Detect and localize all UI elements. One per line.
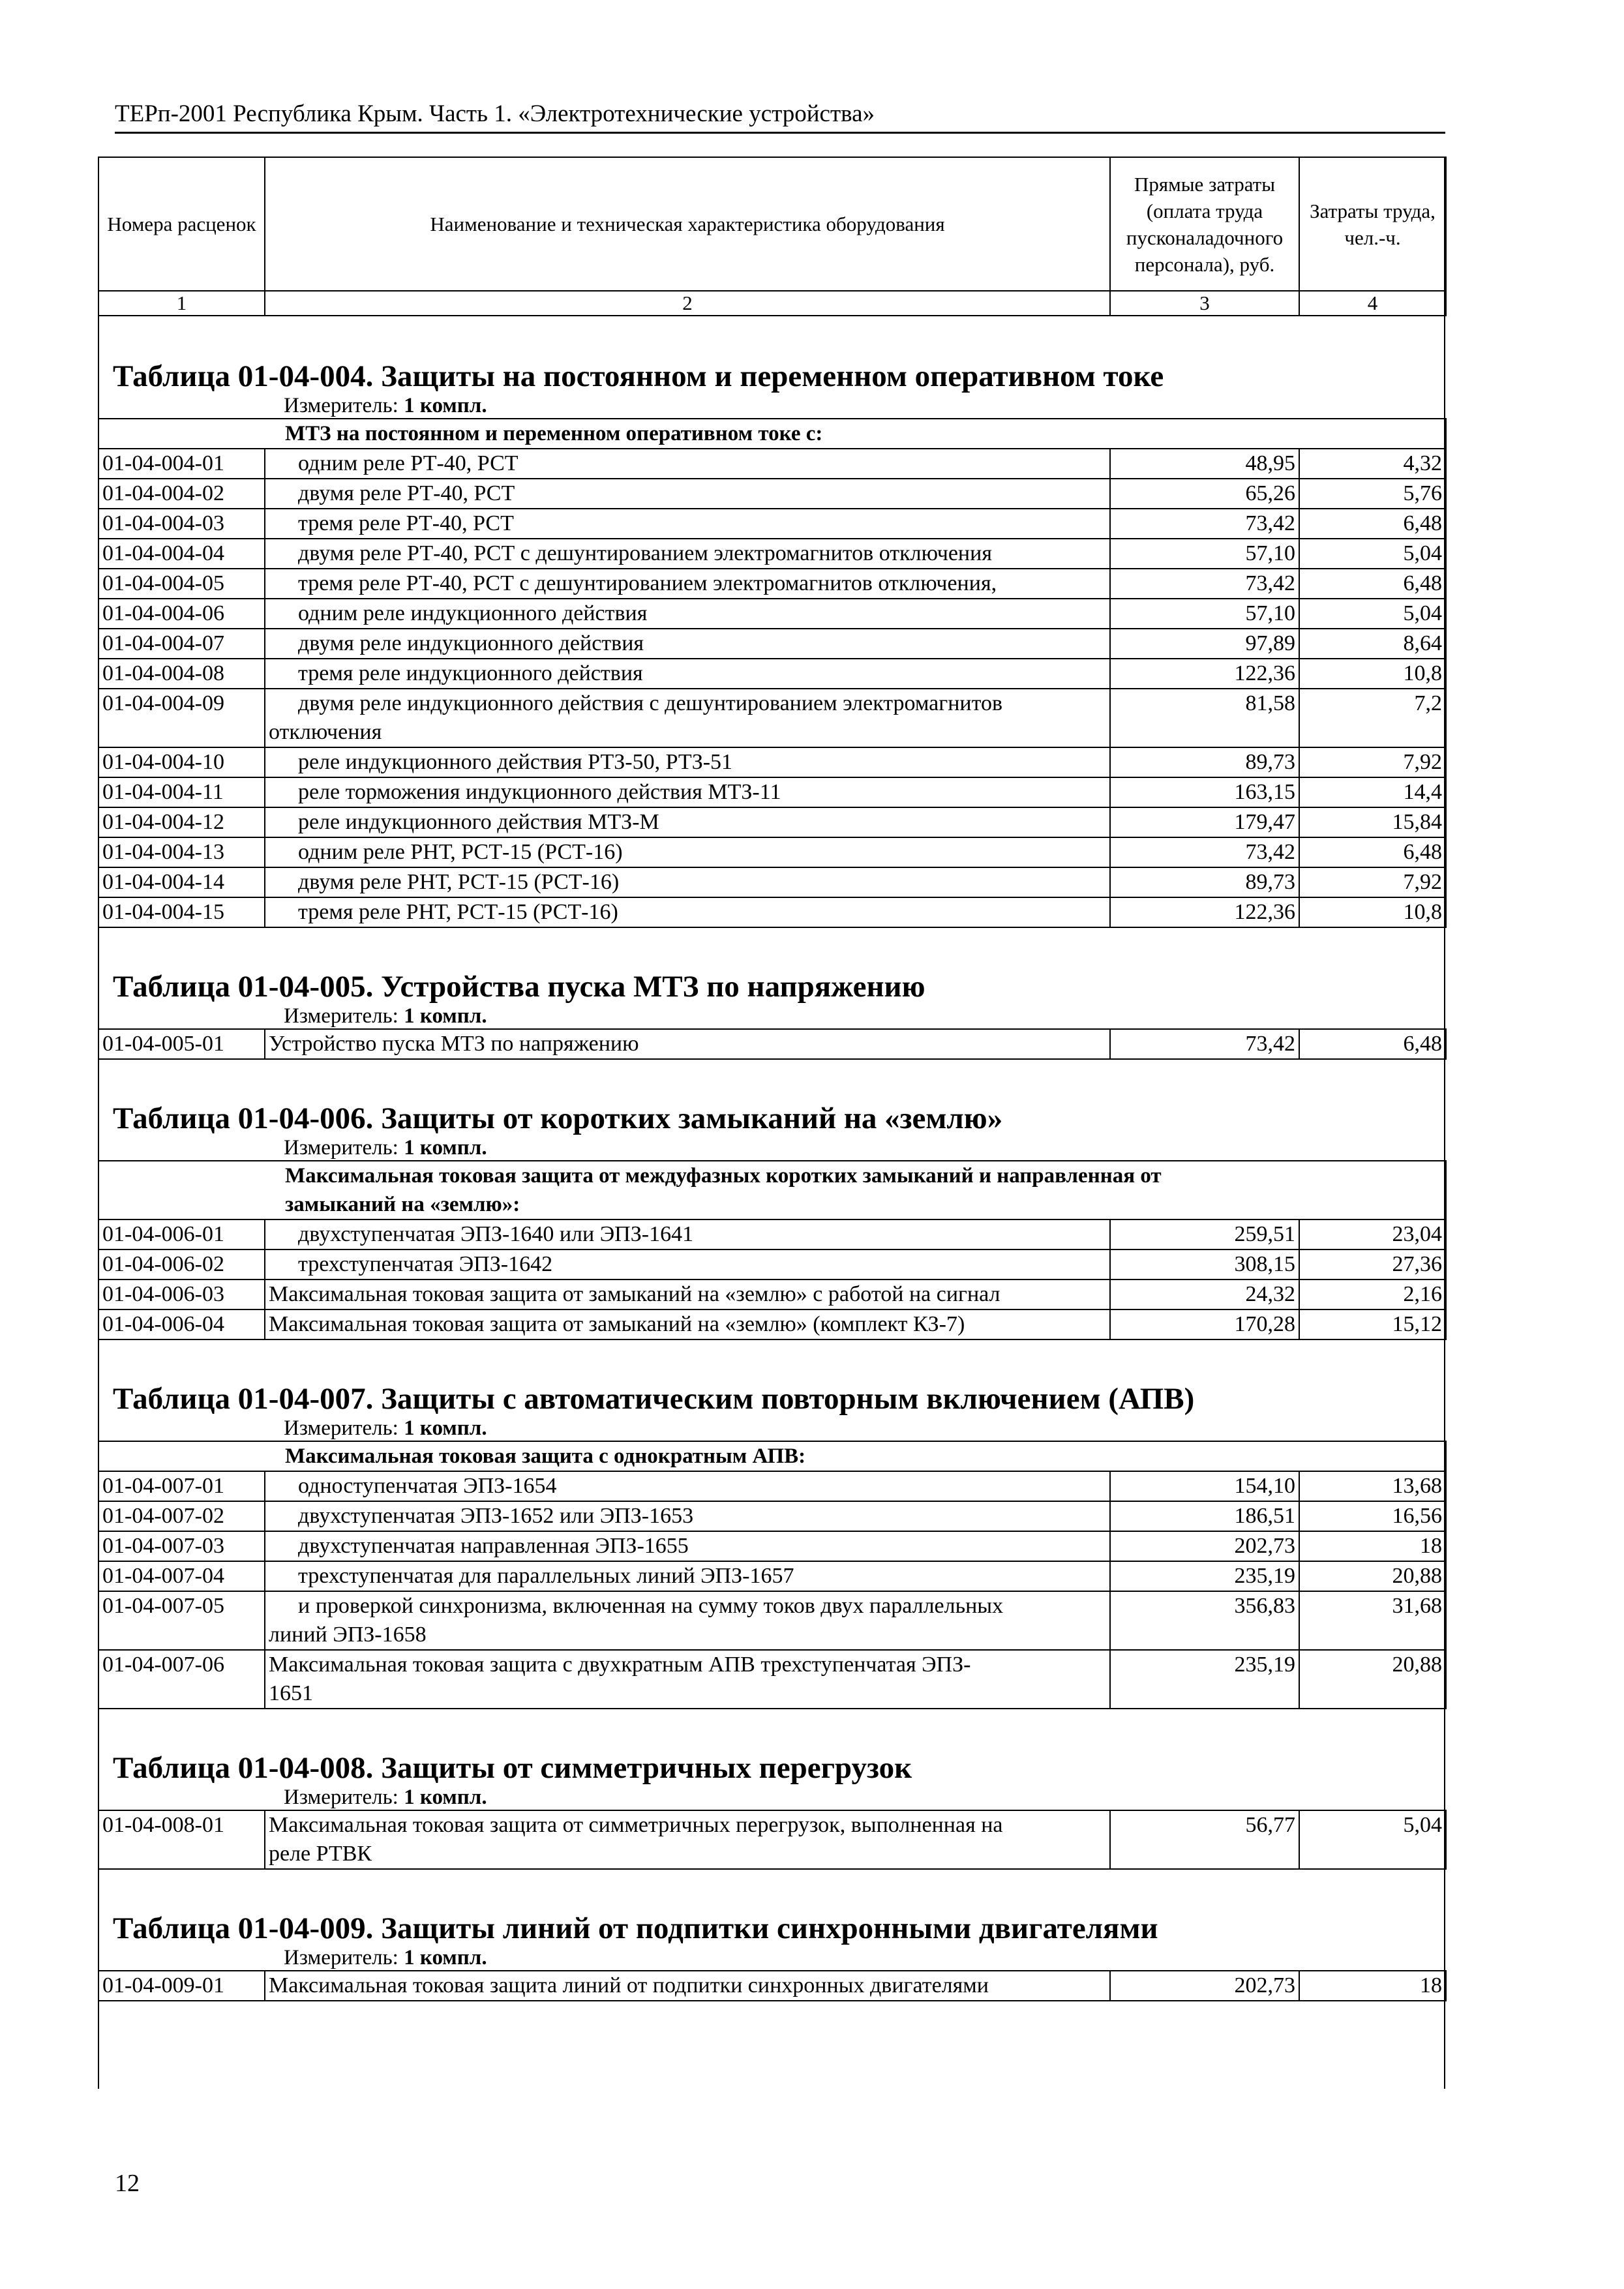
table-row — [98, 1591, 1446, 1650]
table-row — [98, 1501, 1446, 1531]
rate-code: 01-04-004-06 — [98, 599, 265, 629]
table-row — [98, 479, 1446, 509]
group-heading-text: МТЗ на постоянном и переменном оперативном токе с: — [285, 422, 823, 445]
table-row — [98, 1650, 1446, 1709]
unit-line — [98, 1944, 1445, 1970]
rate-description-text: Максимальная токовая защита от замыканий на «землю» (комплект КЗ-7) — [269, 1312, 965, 1336]
table-row — [98, 1471, 1446, 1501]
rate-code: 01-04-004-11 — [98, 777, 265, 807]
rate-table — [98, 1028, 1447, 1060]
rate-code: 01-04-004-03 — [98, 509, 265, 539]
direct-cost: 202,73 — [1110, 1971, 1299, 2001]
rate-description — [265, 1309, 1110, 1339]
labor-cost: 23,04 — [1299, 1219, 1446, 1249]
rate-code: 01-04-004-13 — [98, 837, 265, 867]
col-header-codes: Номера расценок — [98, 157, 265, 291]
unit-value: 1 компл. — [404, 394, 487, 417]
rate-description-text: двумя реле РТ-40, РСТ — [298, 481, 515, 505]
labor-cost: 5,04 — [1299, 1810, 1446, 1869]
rate-description-text: Максимальная токовая защита линий от подпитки синхронных двигателями — [269, 1973, 989, 1997]
rate-description-text: реле индукционного действия МТЗ-М — [298, 810, 659, 834]
table-row — [98, 1219, 1446, 1249]
group-heading-text: Максимальная токовая защита с однократным АПВ: — [285, 1444, 806, 1468]
rate-code: 01-04-007-06 — [98, 1650, 265, 1709]
direct-cost: 73,42 — [1110, 569, 1299, 599]
table-row — [98, 1810, 1446, 1869]
rate-code: 01-04-004-14 — [98, 867, 265, 897]
page-header: ТЕРп-2001 Республика Крым. Часть 1. «Электротехнические устройства» — [115, 98, 1445, 134]
unit-value: 1 компл. — [404, 1004, 487, 1028]
rate-description-text: реле торможения индукционного действия МТЗ-11 — [298, 780, 781, 804]
labor-cost: 4,32 — [1299, 449, 1446, 479]
column-header — [98, 157, 1447, 316]
direct-cost: 235,19 — [1110, 1561, 1299, 1591]
table-row — [98, 1531, 1446, 1561]
rate-description-text: Максимальная токовая защита от замыканий на «землю» с работой на сигнал — [269, 1282, 1000, 1306]
labor-cost: 13,68 — [1299, 1471, 1446, 1501]
rate-table — [98, 418, 1447, 928]
labor-cost: 5,04 — [1299, 539, 1446, 569]
labor-cost: 10,8 — [1299, 659, 1446, 689]
direct-cost: 259,51 — [1110, 1219, 1299, 1249]
labor-cost: 20,88 — [1299, 1650, 1446, 1709]
rate-code: 01-04-007-03 — [98, 1531, 265, 1561]
table-row — [98, 1279, 1446, 1309]
rate-description-text: тремя реле РНТ, РСТ-15 (РСТ-16) — [298, 900, 618, 924]
labor-cost: 10,8 — [1299, 897, 1446, 927]
rate-description — [265, 837, 1110, 867]
rate-code: 01-04-006-03 — [98, 1279, 265, 1309]
table-row — [98, 539, 1446, 569]
group-heading — [98, 1161, 1446, 1219]
direct-cost: 24,32 — [1110, 1279, 1299, 1309]
rate-description-text: одним реле РНТ, РСТ-15 (РСТ-16) — [298, 840, 623, 864]
section-title: Таблица 01-04-009. Защиты линий от подпитки синхронными двигателями — [113, 1911, 1158, 1945]
table-row — [98, 837, 1446, 867]
labor-cost: 18 — [1299, 1531, 1446, 1561]
direct-cost: 122,36 — [1110, 897, 1299, 927]
rate-description — [265, 777, 1110, 807]
table-row — [98, 599, 1446, 629]
direct-cost: 81,58 — [1110, 689, 1299, 747]
rate-code: 01-04-008-01 — [98, 1810, 265, 1869]
direct-cost: 122,36 — [1110, 659, 1299, 689]
table-row — [98, 1309, 1446, 1339]
labor-cost: 6,48 — [1299, 837, 1446, 867]
labor-cost: 6,48 — [1299, 509, 1446, 539]
rate-table — [98, 1441, 1447, 1709]
direct-cost: 179,47 — [1110, 807, 1299, 837]
labor-cost: 7,2 — [1299, 689, 1446, 747]
rate-description — [265, 479, 1110, 509]
labor-cost: 2,16 — [1299, 1279, 1446, 1309]
rate-description — [265, 599, 1110, 629]
rate-description — [265, 1219, 1110, 1249]
unit-value: 1 компл. — [404, 1786, 487, 1809]
direct-cost: 73,42 — [1110, 509, 1299, 539]
rate-code: 01-04-007-01 — [98, 1471, 265, 1501]
labor-cost: 20,88 — [1299, 1561, 1446, 1591]
direct-cost: 89,73 — [1110, 747, 1299, 777]
rate-description-text: двухступенчатая ЭПЗ-1640 или ЭПЗ-1641 — [298, 1222, 694, 1246]
direct-cost: 163,15 — [1110, 777, 1299, 807]
rate-code: 01-04-009-01 — [98, 1971, 265, 2001]
direct-cost: 89,73 — [1110, 867, 1299, 897]
col-number-2: 2 — [265, 291, 1110, 316]
table-row — [98, 1561, 1446, 1591]
rate-description-text: двумя реле РНТ, РСТ-15 (РСТ-16) — [298, 870, 620, 894]
rate-code: 01-04-004-15 — [98, 897, 265, 927]
direct-cost: 308,15 — [1110, 1249, 1299, 1279]
rate-description-text: двумя реле РТ-40, РСТ с дешунтированием электромагнитов отключения — [298, 541, 992, 565]
unit-line — [98, 392, 1445, 418]
rate-code: 01-04-004-04 — [98, 539, 265, 569]
rate-code: 01-04-007-04 — [98, 1561, 265, 1591]
rate-description-text: Устройство пуска МТЗ по напряжению — [269, 1032, 639, 1056]
unit-label: Измеритель: — [284, 394, 398, 417]
rate-code: 01-04-004-07 — [98, 629, 265, 659]
rate-description-text: Максимальная токовая защита от симметричных перегрузок, выполненная на — [269, 1813, 1003, 1837]
col-header-labor: Затраты труда, чел.-ч. — [1299, 157, 1446, 291]
direct-cost: 170,28 — [1110, 1309, 1299, 1339]
rate-table — [98, 1970, 1447, 2001]
unit-line — [98, 1134, 1445, 1160]
labor-cost: 14,4 — [1299, 777, 1446, 807]
unit-line — [98, 1002, 1445, 1028]
table-row — [98, 1029, 1446, 1059]
rate-code: 01-04-006-04 — [98, 1309, 265, 1339]
table-row — [98, 777, 1446, 807]
rate-description-text: тремя реле РТ-40, РСТ — [298, 511, 514, 535]
table-row — [98, 867, 1446, 897]
labor-cost: 6,48 — [1299, 569, 1446, 599]
rate-description-text: двумя реле индукционного действия — [298, 631, 644, 655]
labor-cost: 5,04 — [1299, 599, 1446, 629]
group-heading — [98, 419, 1446, 449]
rate-description-text: и проверкой синхронизма, включенная на сумму токов двух параллельных — [298, 1594, 1004, 1618]
section-title: Таблица 01-04-007. Защиты с автоматическим повторным включением (АПВ) — [113, 1382, 1195, 1416]
rate-description — [265, 1971, 1110, 2001]
group-heading-text: замыканий на «землю»: — [285, 1193, 520, 1216]
rate-description-text: 1651 — [269, 1681, 313, 1705]
section-title: Таблица 01-04-006. Защиты от коротких замыканий на «землю» — [113, 1101, 1003, 1135]
group-heading-text: Максимальная токовая защита от междуфазных коротких замыканий и направленная от — [285, 1164, 1162, 1188]
rate-description-text: одним реле индукционного действия — [298, 601, 648, 625]
direct-cost: 48,95 — [1110, 449, 1299, 479]
rate-description — [265, 1810, 1110, 1869]
table-row — [98, 449, 1446, 479]
rate-description — [265, 1591, 1110, 1650]
table-row — [98, 509, 1446, 539]
unit-label: Измеритель: — [284, 1136, 398, 1159]
rate-description-text: тремя реле РТ-40, РСТ с дешунтированием электромагнитов отключения, — [298, 571, 997, 595]
rate-description-text: реле индукционного действия РТЗ-50, РТЗ-51 — [298, 750, 733, 774]
direct-cost: 73,42 — [1110, 1029, 1299, 1059]
direct-cost: 57,10 — [1110, 539, 1299, 569]
rate-description-text: трехступенчатая для параллельных линий ЭПЗ-1657 — [298, 1564, 794, 1588]
table-row — [98, 569, 1446, 599]
unit-label: Измеритель: — [284, 1416, 398, 1440]
direct-cost: 97,89 — [1110, 629, 1299, 659]
rate-description-text: тремя реле индукционного действия — [298, 661, 643, 685]
labor-cost: 16,56 — [1299, 1501, 1446, 1531]
labor-cost: 7,92 — [1299, 867, 1446, 897]
col-number-4: 4 — [1299, 291, 1446, 316]
col-header-name: Наименование и техническая характеристика оборудования — [265, 157, 1110, 291]
direct-cost: 235,19 — [1110, 1650, 1299, 1709]
rate-description — [265, 659, 1110, 689]
table-row — [98, 629, 1446, 659]
table-row — [98, 807, 1446, 837]
section-title: Таблица 01-04-005. Устройства пуска МТЗ по напряжению — [113, 970, 925, 1004]
table-row — [98, 689, 1446, 747]
rate-code: 01-04-004-02 — [98, 479, 265, 509]
rate-code: 01-04-007-05 — [98, 1591, 265, 1650]
direct-cost: 65,26 — [1110, 479, 1299, 509]
unit-label: Измеритель: — [284, 1786, 398, 1809]
rate-description-text: линий ЭПЗ-1658 — [269, 1623, 427, 1647]
table-row — [98, 1971, 1446, 2001]
rate-description — [265, 1471, 1110, 1501]
rate-code: 01-04-004-09 — [98, 689, 265, 747]
rate-description — [265, 689, 1110, 747]
col-header-direct-cost: Прямые затраты (оплата труда пусконаладочного персонала), руб. — [1110, 157, 1299, 291]
labor-cost: 18 — [1299, 1971, 1446, 2001]
unit-value: 1 компл. — [404, 1136, 487, 1159]
rate-description-text: отключения — [269, 720, 382, 744]
page-number: 12 — [115, 2170, 140, 2197]
group-heading — [98, 1441, 1446, 1471]
group-row — [98, 1441, 1446, 1471]
rate-description-text: трехступенчатая ЭПЗ-1642 — [298, 1252, 553, 1276]
unit-label: Измеритель: — [284, 1004, 398, 1028]
labor-cost: 6,48 — [1299, 1029, 1446, 1059]
rate-code: 01-04-006-01 — [98, 1219, 265, 1249]
rate-description-text: двухступенчатая направленная ЭПЗ-1655 — [298, 1534, 689, 1558]
rate-description — [265, 1029, 1110, 1059]
table-row — [98, 1249, 1446, 1279]
direct-cost: 56,77 — [1110, 1810, 1299, 1869]
unit-value: 1 компл. — [404, 1946, 487, 1969]
direct-cost: 186,51 — [1110, 1501, 1299, 1531]
rate-code: 01-04-004-08 — [98, 659, 265, 689]
group-row — [98, 419, 1446, 449]
direct-cost: 73,42 — [1110, 837, 1299, 867]
rate-code: 01-04-007-02 — [98, 1501, 265, 1531]
rate-table — [98, 1810, 1447, 1870]
rate-code: 01-04-004-05 — [98, 569, 265, 599]
rate-description-text: одним реле РТ-40, РСТ — [298, 451, 519, 475]
rate-description — [265, 1249, 1110, 1279]
rate-description-text: двухступенчатая ЭПЗ-1652 или ЭПЗ-1653 — [298, 1504, 694, 1528]
rate-code: 01-04-004-12 — [98, 807, 265, 837]
labor-cost: 15,84 — [1299, 807, 1446, 837]
unit-line — [98, 1784, 1445, 1810]
rate-description — [265, 509, 1110, 539]
unit-line — [98, 1414, 1445, 1441]
rate-description — [265, 539, 1110, 569]
section-title: Таблица 01-04-008. Защиты от симметричных перегрузок — [113, 1751, 912, 1785]
rate-description — [265, 747, 1110, 777]
col-number-3: 3 — [1110, 291, 1299, 316]
rate-description-text: реле РТВК — [269, 1842, 372, 1866]
direct-cost: 57,10 — [1110, 599, 1299, 629]
rate-description — [265, 629, 1110, 659]
table-row — [98, 659, 1446, 689]
rate-description — [265, 569, 1110, 599]
unit-value: 1 компл. — [404, 1416, 487, 1440]
rate-description — [265, 807, 1110, 837]
rate-code: 01-04-006-02 — [98, 1249, 265, 1279]
group-row — [98, 1161, 1446, 1219]
rate-table — [98, 1160, 1447, 1340]
labor-cost: 8,64 — [1299, 629, 1446, 659]
rate-description — [265, 1650, 1110, 1709]
rate-code: 01-04-005-01 — [98, 1029, 265, 1059]
rate-description-text: двумя реле индукционного действия с дешунтированием электромагнитов — [298, 691, 1003, 715]
table-row — [98, 897, 1446, 927]
rate-description-text: одноступенчатая ЭПЗ-1654 — [298, 1474, 557, 1498]
direct-cost: 154,10 — [1110, 1471, 1299, 1501]
rate-code: 01-04-004-10 — [98, 747, 265, 777]
table-row — [98, 747, 1446, 777]
labor-cost: 15,12 — [1299, 1309, 1446, 1339]
rate-description — [265, 1531, 1110, 1561]
rate-description-text: Максимальная токовая защита с двухкратным АПВ трехступенчатая ЭПЗ- — [269, 1653, 971, 1677]
labor-cost: 5,76 — [1299, 479, 1446, 509]
sections-container — [98, 315, 1445, 2001]
direct-cost: 202,73 — [1110, 1531, 1299, 1561]
labor-cost: 7,92 — [1299, 747, 1446, 777]
rate-description — [265, 1279, 1110, 1309]
labor-cost: 27,36 — [1299, 1249, 1446, 1279]
labor-cost: 31,68 — [1299, 1591, 1446, 1650]
rate-description — [265, 867, 1110, 897]
rate-description — [265, 1561, 1110, 1591]
rate-description — [265, 897, 1110, 927]
section-title: Таблица 01-04-004. Защиты на постоянном и переменном оперативном токе — [113, 359, 1164, 393]
direct-cost: 356,83 — [1110, 1591, 1299, 1650]
rate-description — [265, 1501, 1110, 1531]
col-number-1: 1 — [98, 291, 265, 316]
unit-label: Измеритель: — [284, 1946, 398, 1969]
rate-code: 01-04-004-01 — [98, 449, 265, 479]
rate-description — [265, 449, 1110, 479]
